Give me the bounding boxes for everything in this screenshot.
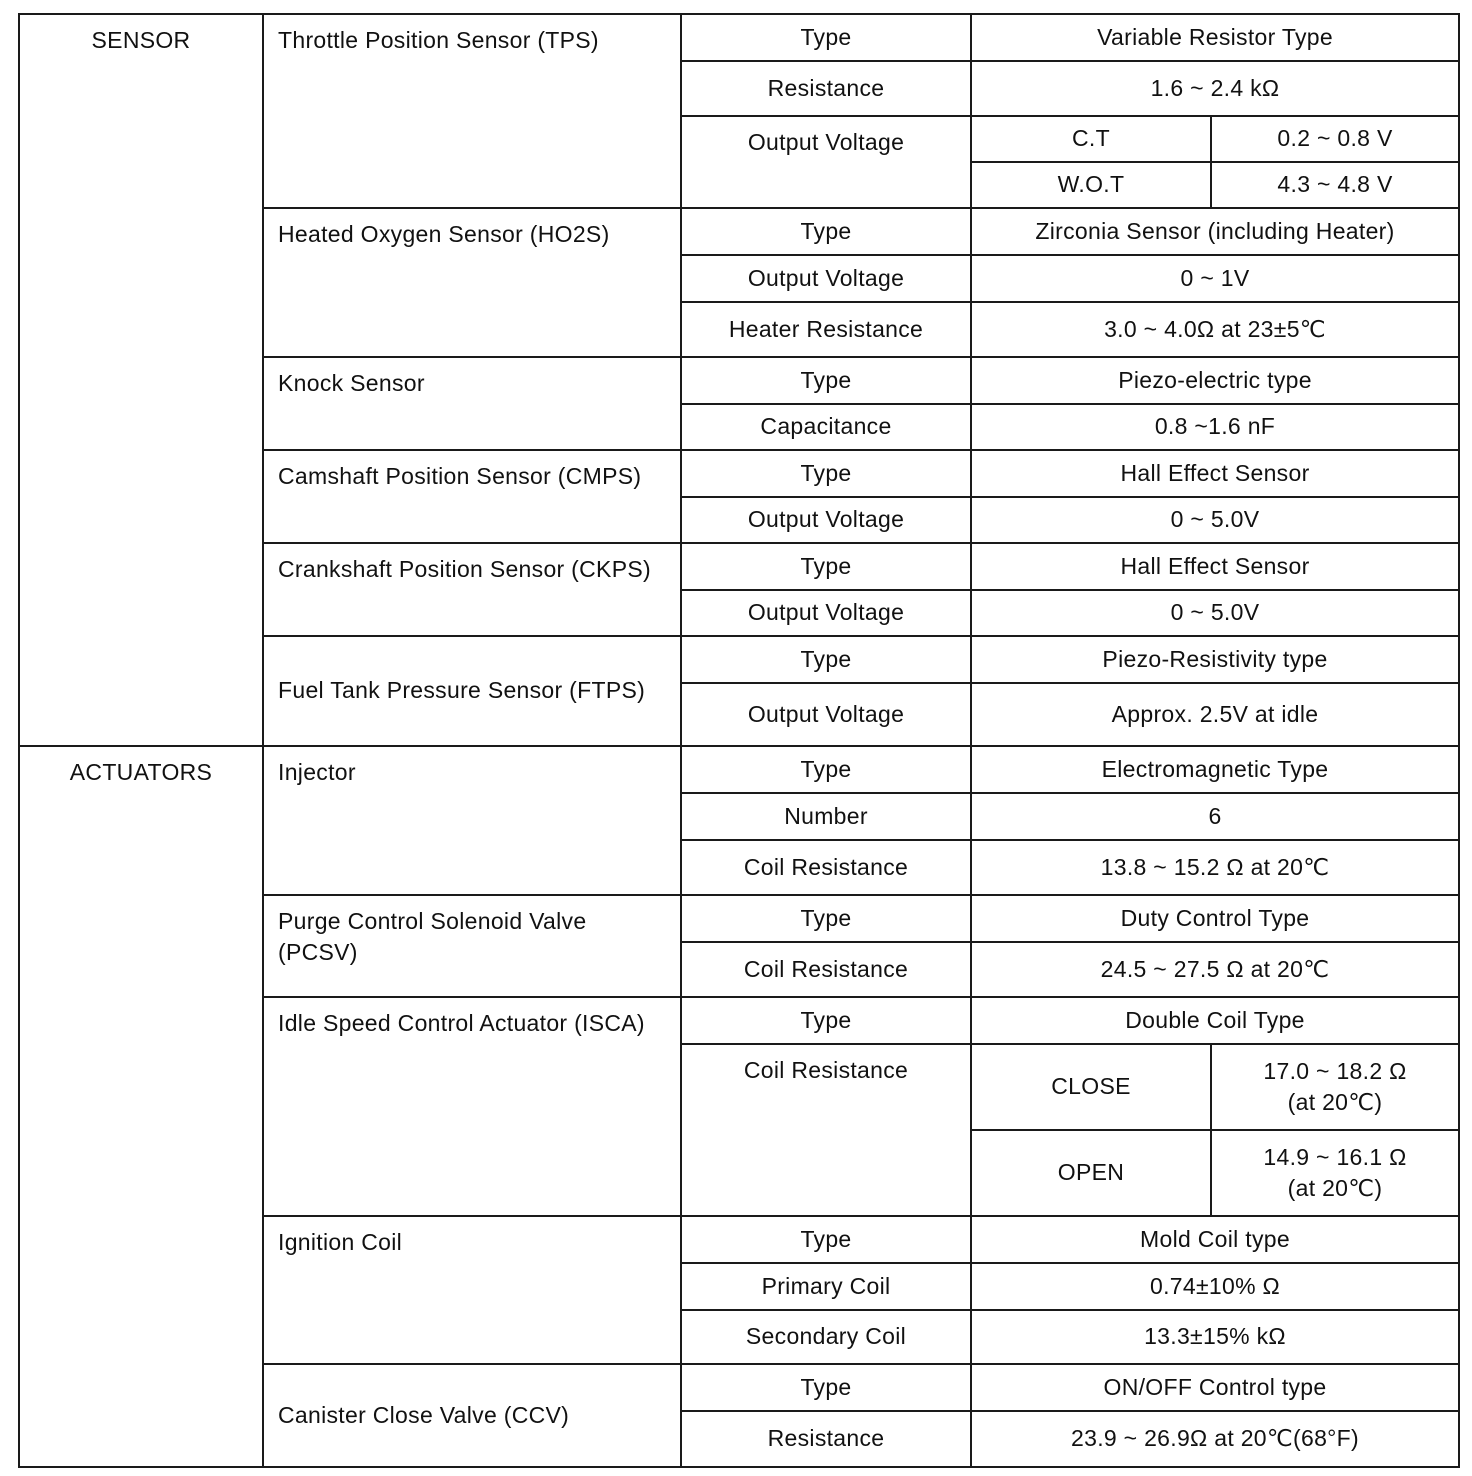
value-capacitance: 0.8 ~1.6 nF [971,404,1459,450]
value-output-voltage: 0 ~ 5.0V [971,497,1459,543]
value-type: Electromagnetic Type [971,746,1459,793]
param-type: Type [681,357,971,404]
component-ccv: Canister Close Valve (CCV) [263,1364,681,1467]
param-coil-resistance: Coil Resistance [681,1044,971,1216]
param-resistance: Resistance [681,1411,971,1467]
value-resistance: 23.9 ~ 26.9Ω at 20℃(68°F) [971,1411,1459,1467]
value-coil-resistance: 13.8 ~ 15.2 Ω at 20℃ [971,840,1459,895]
value-type: Mold Coil type [971,1216,1459,1263]
value-type: Hall Effect Sensor [971,543,1459,590]
value-type: Piezo-electric type [971,357,1459,404]
tps-type-row [19,14,1459,61]
param-type: Type [681,450,971,497]
value-close [1211,1044,1459,1130]
condition-close: CLOSE [971,1044,1211,1130]
component-ftps: Fuel Tank Pressure Sensor (FTPS) [263,636,681,746]
param-primary-coil: Primary Coil [681,1263,971,1310]
param-output-voltage: Output Voltage [681,497,971,543]
value-number: 6 [971,793,1459,840]
param-output-voltage: Output Voltage [681,255,971,302]
param-coil-resistance: Coil Resistance [681,840,971,895]
param-type: Type [681,14,971,61]
component-ho2s: Heated Oxygen Sensor (HO2S) [263,208,681,357]
value-coil-resistance: 24.5 ~ 27.5 Ω at 20℃ [971,942,1459,997]
param-coil-resistance: Coil Resistance [681,942,971,997]
param-type: Type [681,208,971,255]
value-output-voltage: Approx. 2.5V at idle [971,683,1459,746]
param-type: Type [681,1364,971,1411]
component-tps: Throttle Position Sensor (TPS) [263,14,681,208]
value-wot: 4.3 ~ 4.8 V [1211,162,1459,208]
value-secondary-coil: 13.3±15% kΩ [971,1310,1459,1364]
value-heater-resistance: 3.0 ~ 4.0Ω at 23±5℃ [971,302,1459,357]
param-output-voltage: Output Voltage [681,590,971,636]
value-type: Variable Resistor Type [971,14,1459,61]
component-injector: Injector [263,746,681,895]
value-type: ON/OFF Control type [971,1364,1459,1411]
value-close-line2: (at 20℃) [1287,1089,1383,1115]
component-cmps: Camshaft Position Sensor (CMPS) [263,450,681,543]
value-ct: 0.2 ~ 0.8 V [1211,116,1459,162]
value-open-line1: 14.9 ~ 16.1 Ω [1263,1143,1407,1170]
param-type: Type [681,746,971,793]
param-number: Number [681,793,971,840]
spec-table [18,13,1460,1468]
injector-type-row [19,746,1459,793]
component-ignition-coil: Ignition Coil [263,1216,681,1364]
param-type: Type [681,997,971,1044]
param-capacitance: Capacitance [681,404,971,450]
param-output-voltage: Output Voltage [681,116,971,208]
condition-ct: C.T [971,116,1211,162]
category-sensor: SENSOR [19,14,263,746]
param-type: Type [681,543,971,590]
value-output-voltage: 0 ~ 1V [971,255,1459,302]
condition-wot: W.O.T [971,162,1211,208]
component-isca: Idle Speed Control Actuator (ISCA) [263,997,681,1216]
param-type: Type [681,636,971,683]
component-knock-sensor: Knock Sensor [263,357,681,450]
value-open [1211,1130,1459,1216]
value-type: Piezo-Resistivity type [971,636,1459,683]
value-type: Zirconia Sensor (including Heater) [971,208,1459,255]
value-open-line2: (at 20℃) [1287,1175,1383,1201]
value-type: Double Coil Type [971,997,1459,1044]
param-output-voltage: Output Voltage [681,683,971,746]
value-type: Hall Effect Sensor [971,450,1459,497]
param-type: Type [681,895,971,942]
value-resistance: 1.6 ~ 2.4 kΩ [971,61,1459,116]
param-heater-resistance: Heater Resistance [681,302,971,357]
condition-open: OPEN [971,1130,1211,1216]
param-secondary-coil: Secondary Coil [681,1310,971,1364]
value-type: Duty Control Type [971,895,1459,942]
value-output-voltage: 0 ~ 5.0V [971,590,1459,636]
value-primary-coil: 0.74±10% Ω [971,1263,1459,1310]
param-resistance: Resistance [681,61,971,116]
param-type: Type [681,1216,971,1263]
component-pcsv: Purge Control Solenoid Valve (PCSV) [263,895,681,997]
category-actuators: ACTUATORS [19,746,263,1467]
component-ckps: Crankshaft Position Sensor (CKPS) [263,543,681,636]
value-close-line1: 17.0 ~ 18.2 Ω [1263,1057,1407,1084]
